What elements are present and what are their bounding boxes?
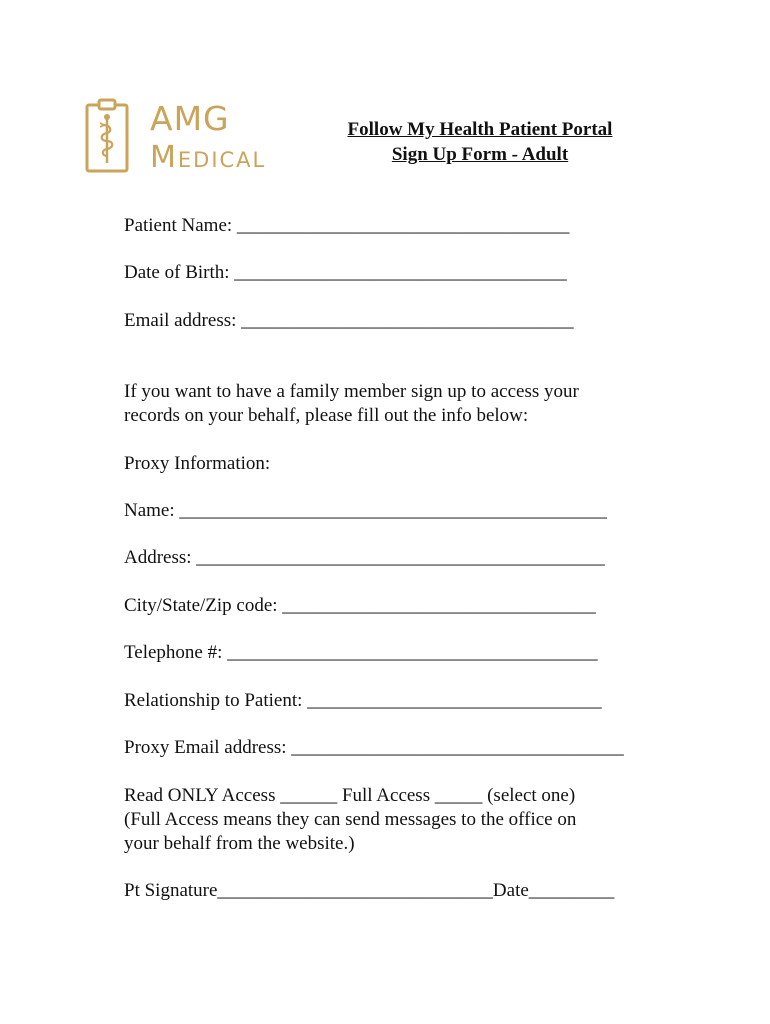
family-note-line-2: records on your behalf, please fill out the info below: [124, 405, 529, 426]
patient-name-field[interactable]: Patient Name: ___________________________________ [124, 215, 570, 236]
email-address-field[interactable]: Email address: ___________________________________ [124, 310, 574, 331]
date-of-birth-field[interactable]: Date of Birth: ___________________________________ [124, 262, 567, 283]
form-title [330, 117, 630, 167]
proxy-address-field[interactable]: Address: ___________________________________________ [124, 547, 605, 568]
proxy-email-field[interactable]: Proxy Email address: ___________________________________ [124, 737, 624, 758]
logo-line-2: Medical [150, 140, 267, 175]
logo-wordmark [150, 99, 267, 175]
amg-medical-logo [84, 98, 316, 178]
proxy-telephone-field[interactable]: Telephone #: _______________________________________ [124, 642, 598, 663]
signature-date-field[interactable]: Pt Signature_____________________________Date_________ [124, 880, 615, 901]
proxy-city-state-zip-field[interactable]: City/State/Zip code: _________________________________ [124, 595, 596, 616]
proxy-name-field[interactable]: Name: _____________________________________________ [124, 500, 607, 521]
logo-line-1: AMG [150, 99, 230, 138]
access-options-line[interactable]: Read ONLY Access ______ Full Access _____ (select one) [124, 785, 576, 806]
family-note-line-1: If you want to have a family member sign up to access your [124, 381, 579, 402]
family-member-instructions [124, 380, 684, 428]
form-title-line-1: Follow My Health Patient Portal [347, 119, 613, 140]
access-selection [124, 784, 684, 856]
form-title-line-2: Sign Up Form - Adult [391, 144, 569, 165]
caduceus-clipboard-icon [84, 98, 134, 174]
access-note-line-2: your behalf from the website.) [124, 833, 355, 854]
relationship-to-patient-field[interactable]: Relationship to Patient: _______________________________ [124, 690, 602, 711]
access-note-line-1: (Full Access means they can send messages to the office on [124, 809, 577, 830]
proxy-information-heading: Proxy Information: [124, 453, 271, 474]
